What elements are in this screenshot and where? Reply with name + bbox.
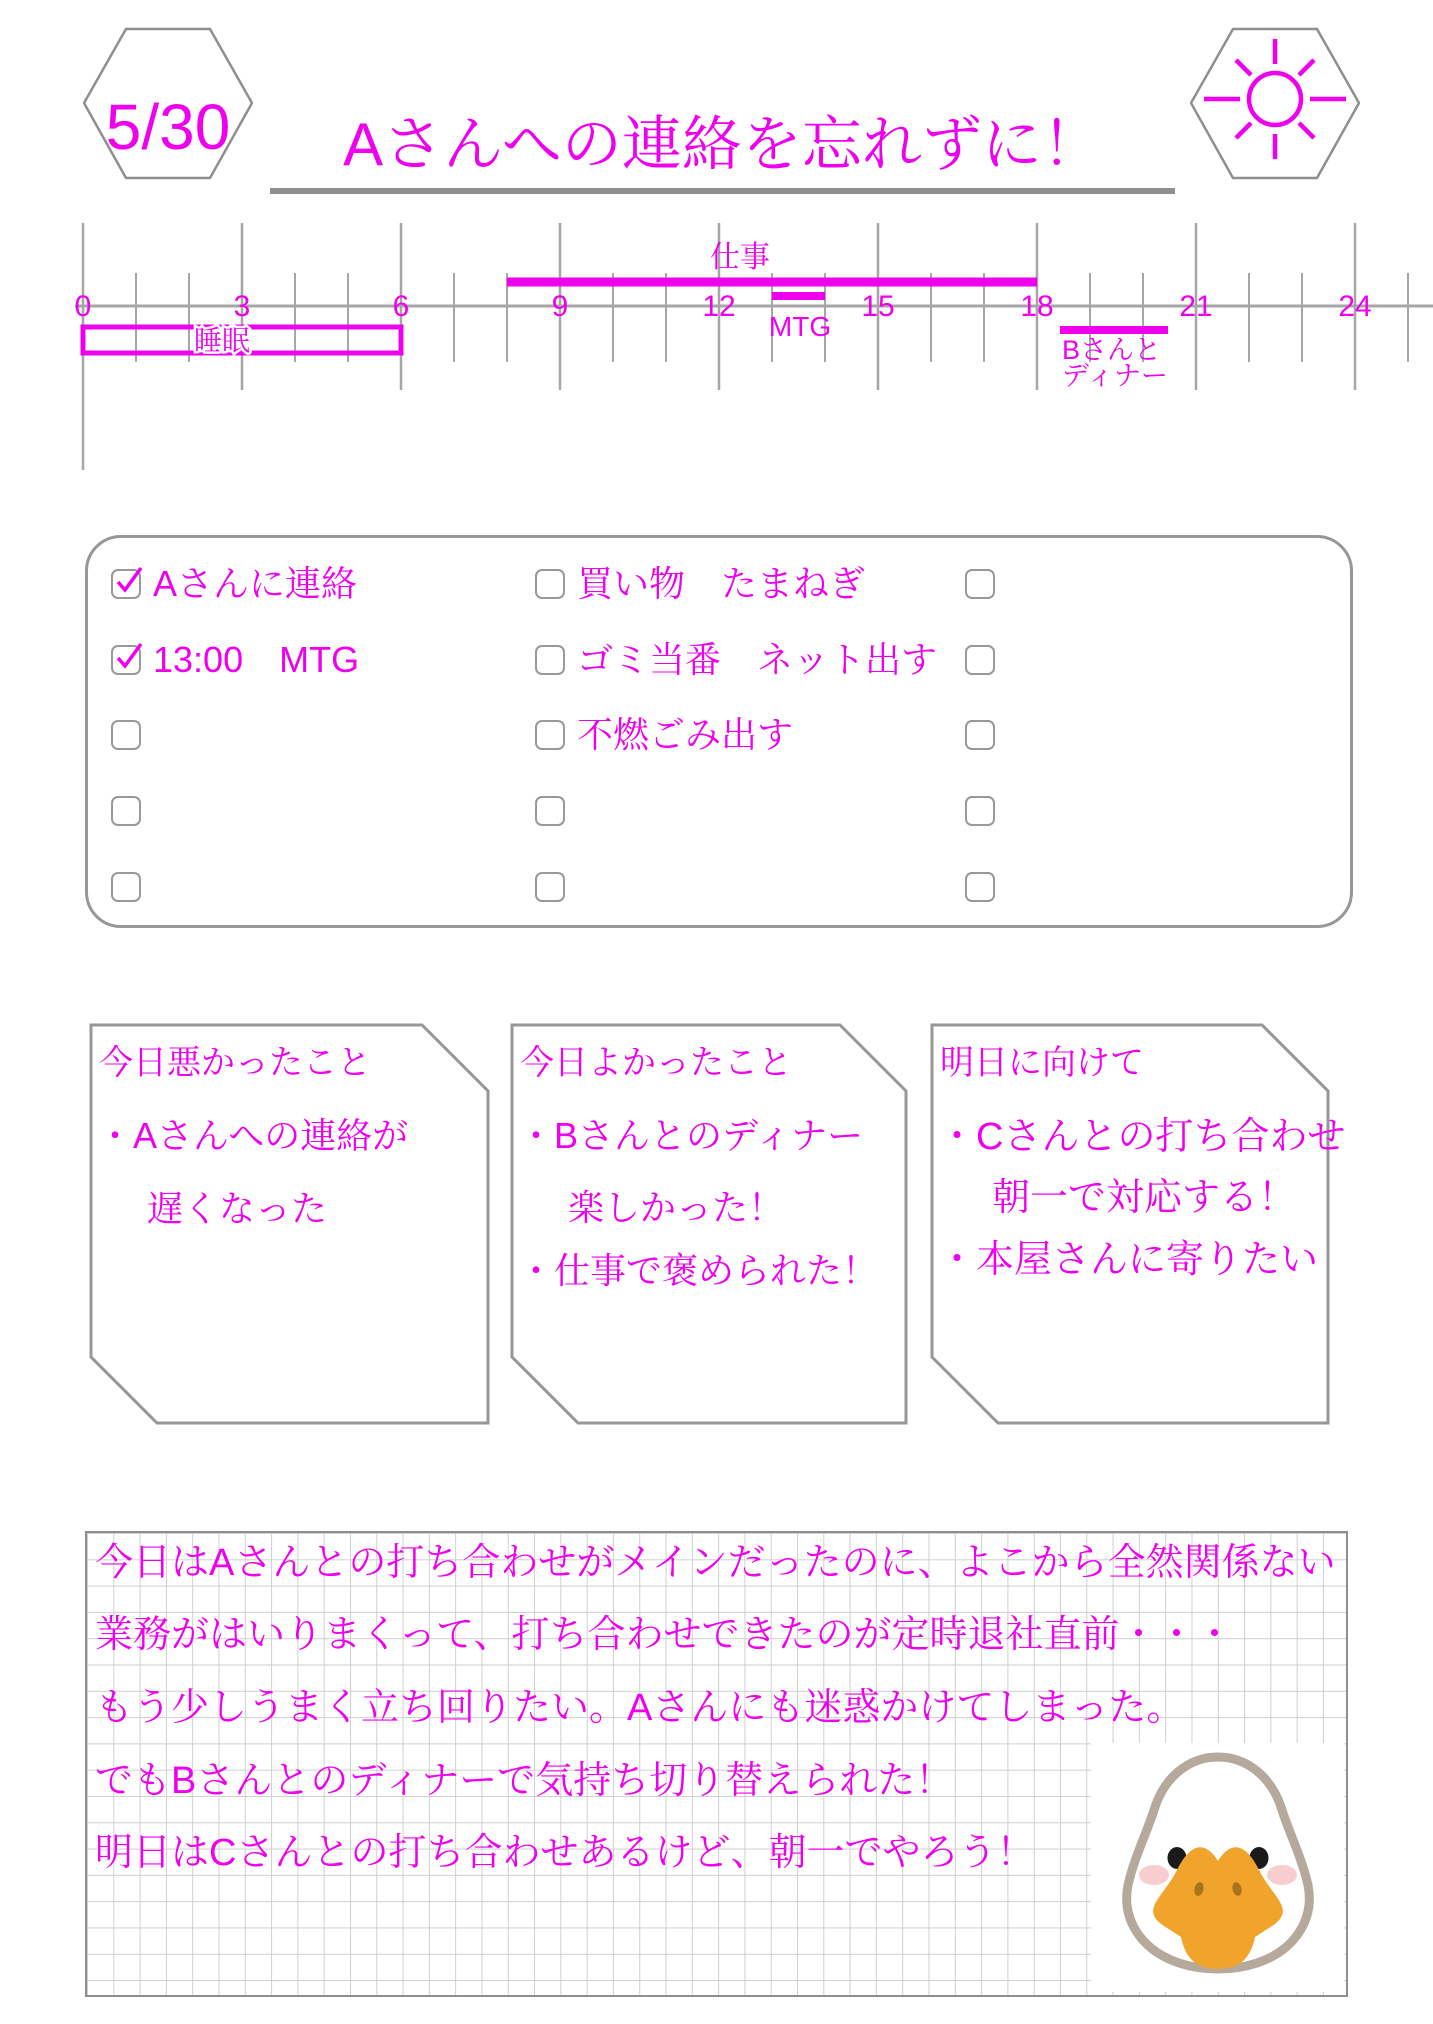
mtg-event-label: MTG	[768, 311, 832, 342]
checklist-item	[535, 563, 866, 604]
checklist-item	[965, 795, 995, 827]
checklist-item	[535, 714, 794, 755]
svg-text:24: 24	[1338, 290, 1372, 323]
day-timeline	[0, 195, 1433, 485]
note-line: 朝一で対応する！	[992, 1177, 1297, 1219]
duck-blush-right	[1267, 1865, 1297, 1885]
date-text: 5/30	[105, 91, 231, 163]
checklist-item	[111, 639, 360, 680]
checklist-item	[965, 871, 995, 903]
checklist-item	[111, 719, 153, 751]
sleep-event-label: 睡眠	[193, 325, 251, 356]
checklist-item-label: ゴミ当番 ネット出す	[577, 639, 938, 680]
dinner-event-label-line1: Bさんと	[1062, 335, 1162, 365]
checkbox-empty[interactable]	[965, 872, 995, 902]
svg-text:18: 18	[1020, 290, 1054, 323]
svg-text:3: 3	[233, 290, 251, 323]
note-card-tomorrow	[930, 1023, 1346, 1425]
note-card-good-things	[510, 1023, 908, 1425]
checkbox-empty[interactable]	[965, 796, 995, 826]
checkbox-empty[interactable]	[965, 645, 995, 675]
duck-illustration-panel	[1091, 1743, 1344, 1992]
checklist-item-label: Aさんに連絡	[153, 563, 358, 604]
checklist-item	[535, 639, 938, 680]
svg-text:15: 15	[861, 290, 895, 323]
title-underline	[270, 188, 1175, 194]
checkbox-empty[interactable]	[111, 796, 141, 826]
date-hexagon	[83, 27, 253, 180]
journal-line: でもBさんとのディナーで気持ち切り替えられた！	[95, 1760, 954, 1802]
checkbox-empty[interactable]	[535, 645, 565, 675]
sun-icon	[1190, 27, 1360, 180]
checklist-item-label: 買い物 たまねぎ	[577, 563, 866, 604]
journal-line: もう少しうまく立ち回りたい。Aさんにも迷惑かけてしまった。	[95, 1687, 1185, 1729]
note-line: ・仕事で褒められた！	[518, 1250, 879, 1291]
svg-text:6: 6	[392, 290, 410, 323]
page-title: Aさんへの連絡を忘れずに！	[343, 111, 1102, 178]
journal-grid	[85, 1531, 1348, 1997]
checkbox-empty[interactable]	[965, 569, 995, 599]
duck-blush-left	[1139, 1865, 1169, 1885]
checklist-item	[535, 871, 577, 903]
checkbox-empty[interactable]	[535, 796, 565, 826]
dinner-event-label-line2: ディナー	[1062, 361, 1168, 391]
checklist-item-label: 13:00 MTG	[153, 639, 360, 680]
checklist-item-label: 不燃ごみ出す	[577, 714, 794, 755]
note-title: 明日に向けて	[940, 1044, 1144, 1082]
work-event-label: 仕事	[710, 241, 770, 274]
note-line: 遅くなった	[147, 1188, 328, 1229]
checkbox-empty[interactable]	[535, 720, 565, 750]
note-line: ・Aさんへの連絡が	[97, 1115, 409, 1156]
checklist-item	[111, 563, 358, 604]
note-title: 今日よかったこと	[520, 1044, 792, 1082]
note-line: 楽しかった！	[568, 1187, 785, 1228]
duck-illustration	[1091, 1743, 1344, 1992]
checkbox-empty[interactable]	[111, 720, 141, 750]
checkbox-empty[interactable]	[535, 569, 565, 599]
note-line: ・Bさんとのディナー	[518, 1115, 864, 1156]
checkbox-checked[interactable]	[111, 645, 141, 675]
checklist-item	[111, 795, 153, 827]
checkbox-checked[interactable]	[111, 569, 141, 599]
checklist-item	[111, 871, 153, 903]
checkbox-empty[interactable]	[111, 872, 141, 902]
note-line: ・Cさんとの打ち合わせ	[938, 1116, 1346, 1158]
checkbox-empty[interactable]	[965, 720, 995, 750]
journal-line: 明日はCさんとの打ち合わせあるけど、朝一でやろう！	[95, 1832, 1035, 1874]
journal-line: 業務がはいりまくって、打ち合わせできたのが定時退社直前・・・	[95, 1614, 1234, 1656]
checklist-item	[535, 795, 577, 827]
check-icon	[113, 564, 145, 598]
svg-text:0: 0	[74, 290, 92, 323]
svg-text:12: 12	[702, 290, 736, 323]
checkbox-empty[interactable]	[535, 872, 565, 902]
journal-line: 今日はAさんとの打ち合わせがメインだったのに、よこから全然関係ない	[95, 1542, 1336, 1584]
checklist-item	[965, 719, 995, 751]
checklist-item	[965, 644, 995, 676]
check-icon	[113, 640, 145, 674]
checklist-item	[965, 568, 995, 600]
svg-text:9: 9	[551, 290, 569, 323]
checklist-box	[85, 535, 1353, 928]
svg-text:21: 21	[1179, 290, 1213, 323]
note-card-bad-things	[89, 1023, 490, 1425]
note-title: 今日悪かったこと	[99, 1044, 371, 1082]
note-line: ・本屋さんに寄りたい	[938, 1239, 1319, 1281]
